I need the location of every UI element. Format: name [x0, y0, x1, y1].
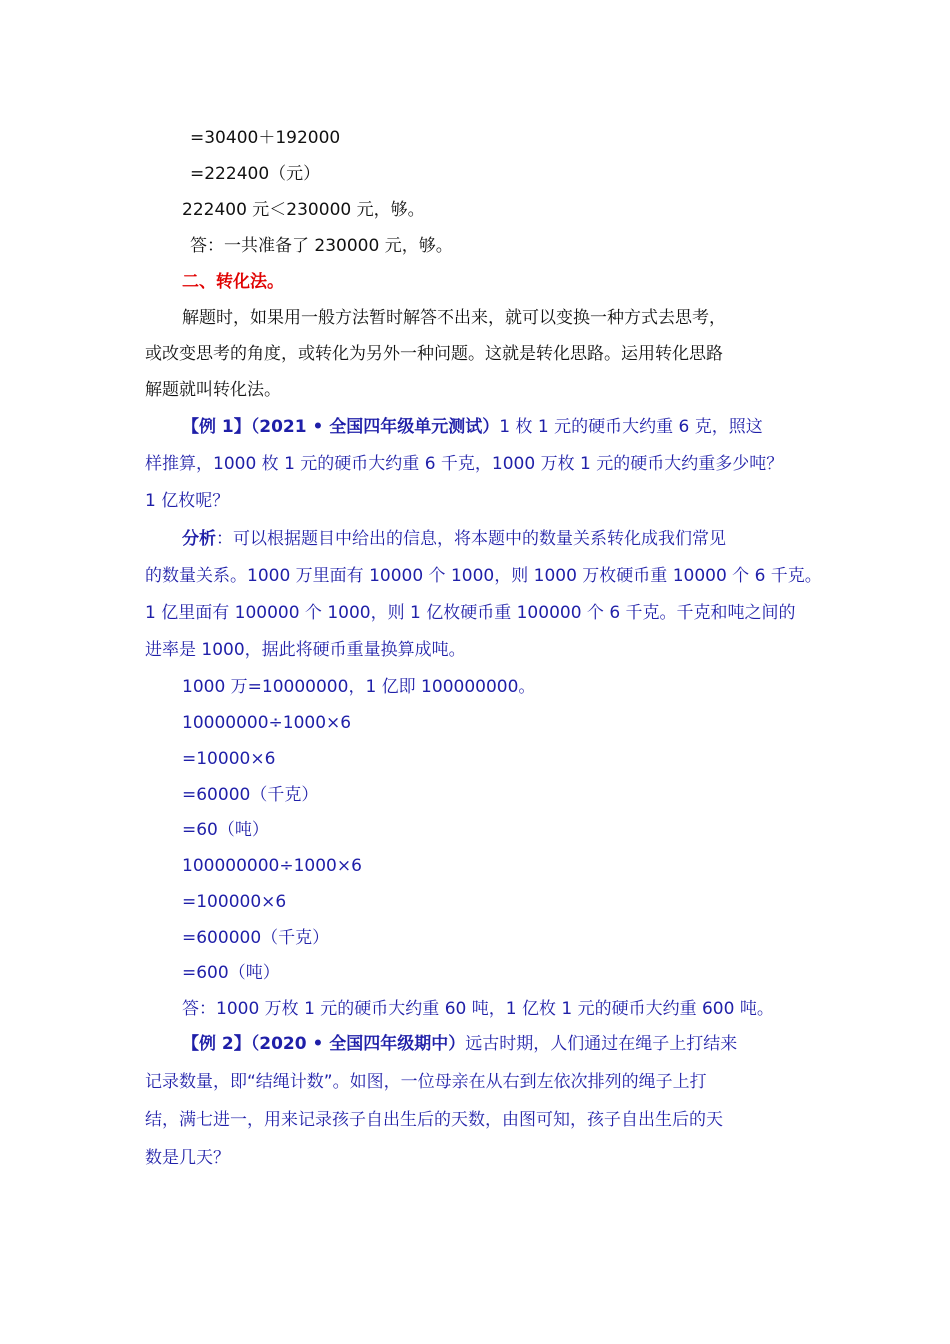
calc-compare: 222400 元＜230000 元，够。 [182, 200, 425, 220]
step-line-4: =60000（千克） [182, 785, 319, 805]
example2-question-line-1 [182, 1033, 737, 1055]
step-line-3: =10000×6 [182, 749, 276, 769]
analysis-label: 分析 [182, 529, 216, 549]
paragraph-line-3: 解题就叫转化法。 [145, 380, 281, 400]
calc-line-1: =30400＋192000 [190, 128, 341, 148]
step-line-9: =600（吨） [182, 963, 280, 983]
step-line-6: 100000000÷1000×6 [182, 856, 362, 876]
section-heading: 二、转化法。 [182, 272, 284, 292]
step-line-8: =600000（千克） [182, 928, 330, 948]
example1-question-line-1 [182, 416, 763, 438]
paragraph-line-1: 解题时，如果用一般方法暂时解答不出来，就可以变换一种方式去思考， [182, 308, 726, 328]
example2-question-line-2: 记录数量，即“结绳计数”。如图，一位母亲在从右到左依次排列的绳子上打 [145, 1072, 707, 1092]
calc-line-2: =222400（元） [190, 164, 321, 184]
example2-source: （2020 • 全国四年级期中） [250, 1034, 466, 1054]
step-line-2: 10000000÷1000×6 [182, 713, 352, 733]
analysis-line-2: 的数量关系。1000 万里面有 10000 个 1000，则 1000 万枚硬币重 10000 个 6 千克。 [145, 566, 822, 586]
calc-answer: 答：一共准备了 230000 元，够。 [190, 236, 453, 256]
analysis-line-3: 1 亿里面有 100000 个 1000，则 1 亿枚硬币重 100000 个 6 千克。千克和吨之间的 [145, 603, 796, 623]
analysis-line-1 [182, 528, 726, 550]
example1-question-text: 1 枚 1 元的硬币大约重 6 克，照这 [499, 417, 763, 437]
example2-question-text: 远古时期，人们通过在绳子上打结来 [465, 1034, 738, 1054]
analysis-line-4: 进率是 1000，据此将硬币重量换算成吨。 [145, 640, 466, 660]
step-line-7: =100000×6 [182, 892, 287, 912]
step-line-1: 1000 万=10000000，1 亿即 100000000。 [182, 677, 536, 697]
example2-question-line-3: 结，满七进一，用来记录孩子自出生后的天数，由图可知，孩子自出生后的天 [145, 1110, 723, 1130]
example2-question-line-4: 数是几天？ [145, 1148, 230, 1168]
example2-tag: 【例 2】 [182, 1034, 251, 1054]
example1-source: （2021 • 全国四年级单元测试） [250, 417, 500, 437]
example1-answer: 答：1000 万枚 1 元的硬币大约重 60 吨，1 亿枚 1 元的硬币大约重 600 吨。 [182, 999, 774, 1019]
example1-tag: 【例 1】 [182, 417, 251, 437]
example1-question-line-3: 1 亿枚呢？ [145, 491, 230, 511]
paragraph-line-2: 或改变思考的角度，或转化为另外一种问题。这就是转化思路。运用转化思路 [145, 344, 723, 364]
step-line-5: =60（吨） [182, 820, 269, 840]
example1-question-line-2: 样推算，1000 枚 1 元的硬币大约重 6 千克，1000 万枚 1 元的硬币大约重多少吨？ [145, 454, 784, 474]
analysis-text: ：可以根据题目中给出的信息，将本题中的数量关系转化成我们常见 [216, 529, 726, 549]
